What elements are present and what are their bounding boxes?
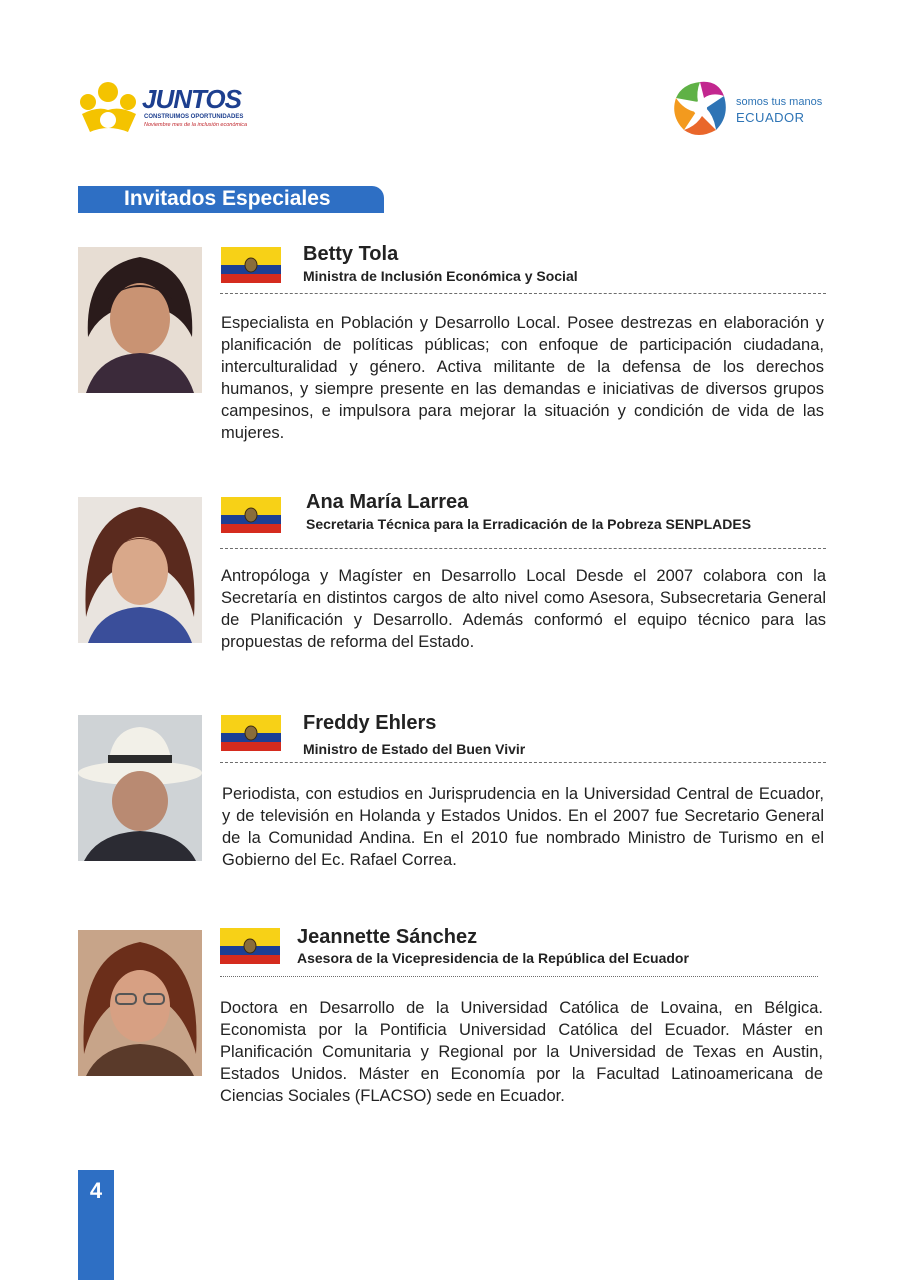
guest-photo [78, 930, 202, 1076]
juntos-logo-icon [78, 80, 142, 136]
guest-photo [78, 497, 202, 643]
guest-divider [220, 976, 818, 977]
ecuador-flag-icon [221, 247, 281, 283]
page-number-tab [78, 1170, 114, 1280]
guest-divider [220, 762, 826, 763]
ecuador-flag-icon [221, 497, 281, 533]
guest-photo [78, 715, 202, 861]
juntos-logo-tagline: CONSTRUIMOS OPORTUNIDADES [144, 114, 244, 120]
ecuador-flag-icon [220, 928, 280, 964]
guest-role: Asesora de la Vicepresidencia de la República del Ecuador [297, 950, 689, 966]
guest-role: Ministro de Estado del Buen Vivir [303, 741, 526, 757]
guest-bio: Periodista, con estudios en Jurisprudencia en la Universidad Central de Ecuador, y de televisión en Holanda y Estados Unidos. En el 2007 fue Secretario General de la Comunidad Andina. En el 2010 fue nombrado Ministro de Turismo en el Gobierno del Ec. Rafael Correa. [222, 785, 824, 869]
juntos-logo-subline: Noviembre mes de la inclusión económica [144, 122, 248, 128]
somos-logo-line1: somos tus manos [736, 96, 823, 108]
guest-divider [220, 548, 826, 549]
section-heading [78, 186, 384, 213]
ecuador-flag-icon [221, 715, 281, 751]
guest-bio: Especialista en Población y Desarrollo Local. Posee destrezas en elaboración y planificación de políticas públicas; con enfoque de participación ciudadana, interculturalidad y género. Activa militante de la defensa de los derechos humanos, y siempre presente en las demandas e iniciativas de diversos grupos campesinos, e impulsora para mejorar la situación y condición de vida de las mujeres. [221, 314, 824, 442]
page-number: 4 [89, 1178, 103, 1203]
somos-tus-manos-logo [668, 76, 828, 142]
juntos-logo-word: JUNTOS [142, 84, 241, 114]
guest-divider [220, 293, 826, 294]
guest-name: Ana María Larrea [306, 491, 469, 513]
guest-bio: Antropóloga y Magíster en Desarrollo Local Desde el 2007 colabora con la Secretaría en distintos cargos de alto nivel como Asesora, Subsecretaria General de Planificación y Desarrollo. Además conformó el equipo técnico para las propuestas de reforma del Estado. [221, 567, 826, 651]
juntos-logo [78, 80, 248, 136]
guest-role: Ministra de Inclusión Económica y Social [303, 268, 578, 284]
section-title: Invitados Especiales [124, 187, 331, 210]
hands-logo-icon [668, 76, 732, 142]
guest-name: Betty Tola [303, 243, 399, 265]
guest-bio: Doctora en Desarrollo de la Universidad Católica de Lovaina, en Bélgica. Economista por la Pontificia Universidad Católica del Ecuador. Máster en Planificación Comunitaria y Regional por la Universidad de Texas en Austin, Estados Unidos. Máster en Economía por la Facultad Latinoamericana de Ciencias Sociales (FLACSO) sede en Ecuador. [220, 999, 823, 1105]
guest-role: Secretaria Técnica para la Erradicación de la Pobreza SENPLADES [306, 516, 752, 532]
guest-photo [78, 247, 202, 393]
guest-name: Jeannette Sánchez [297, 926, 478, 948]
guest-name: Freddy Ehlers [303, 712, 437, 734]
somos-logo-line2: ECUADOR [736, 110, 805, 125]
